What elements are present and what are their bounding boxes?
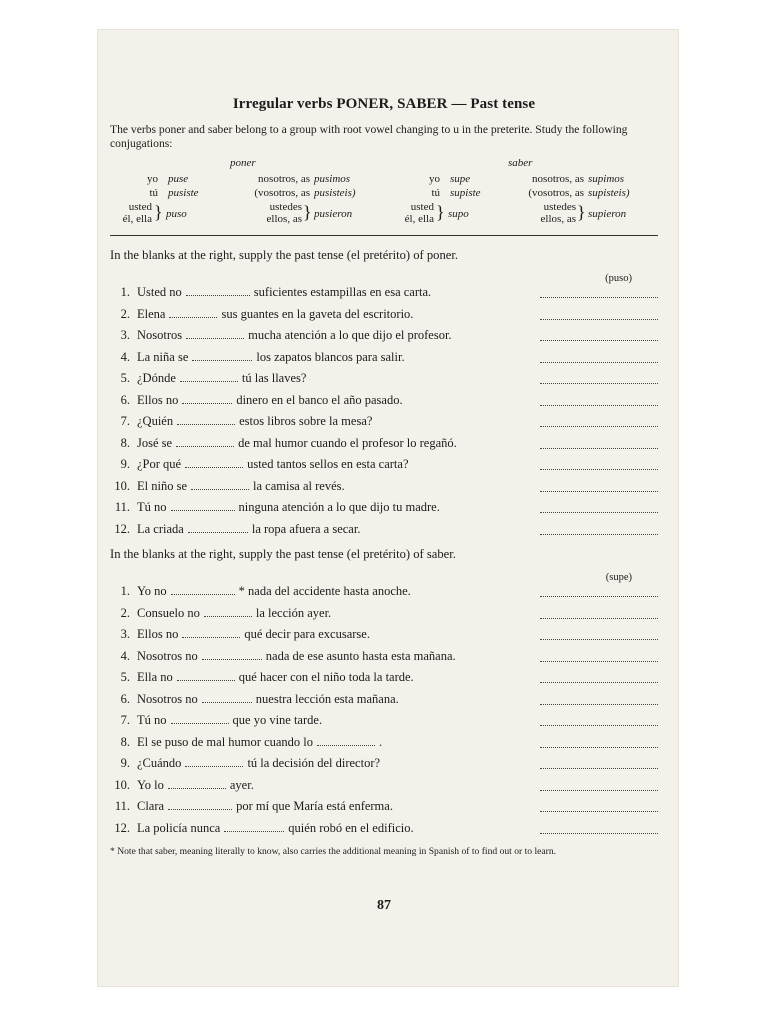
- inline-blank[interactable]: [224, 830, 284, 832]
- saber-tu-form: supiste: [450, 187, 481, 199]
- intro-text: The verbs poner and saber belong to a group with root vowel changing to u in the preterite. Study the following conjugations:: [110, 123, 628, 150]
- exercise-sentence: [137, 393, 403, 408]
- exercise-sentence: [137, 821, 414, 836]
- exercise-item: [110, 350, 658, 372]
- saber-yo-label: yo: [429, 173, 440, 185]
- exercise-sentence: [137, 584, 411, 599]
- sentence-end: quién robó en el edificio.: [288, 820, 414, 835]
- sentence-start: El niño se: [137, 478, 187, 493]
- sentence-start: Yo no: [137, 584, 167, 598]
- sentence-end: suficientes estampillas en esa carta.: [253, 285, 432, 299]
- answer-blank[interactable]: [540, 491, 658, 492]
- inline-blank[interactable]: [169, 316, 217, 318]
- poner-vosotros-label: (vosotros, as: [254, 187, 310, 199]
- exercise-item: [110, 414, 658, 436]
- exercise-number: 1.: [120, 584, 130, 598]
- exercise-item: [110, 371, 658, 393]
- inline-blank[interactable]: [177, 423, 235, 425]
- poner-heading: poner: [230, 157, 256, 169]
- exercise-sentence: [137, 713, 322, 728]
- exercise-number: 8.: [120, 734, 130, 749]
- exercise-item: [110, 479, 658, 501]
- exercise-sentence: [137, 692, 399, 707]
- sentence-start: Nosotros: [137, 328, 183, 342]
- exercise-item: [110, 457, 658, 479]
- poner-usted-label: usted: [128, 201, 152, 213]
- answer-blank[interactable]: [540, 319, 658, 320]
- inline-blank[interactable]: [180, 380, 238, 382]
- exercise-sentence: [137, 778, 254, 793]
- answer-blank[interactable]: [540, 790, 658, 791]
- sentence-start: ¿Dónde: [137, 371, 176, 385]
- saber-heading: saber: [508, 157, 533, 169]
- sentence-start: Nosotros no: [137, 648, 198, 663]
- saber-vosotros-label: (vosotros, as: [528, 187, 584, 199]
- exercise-item: [110, 649, 658, 671]
- sentence-end: * nada del accidente hasta anoche.: [238, 584, 411, 598]
- answer-blank[interactable]: [540, 596, 658, 597]
- sentence-start: La criada: [137, 521, 184, 536]
- inline-blank[interactable]: [317, 744, 375, 746]
- inline-blank[interactable]: [182, 636, 240, 638]
- exercise-sentence: [137, 670, 414, 685]
- exercise-sentence: [137, 735, 382, 750]
- exercise-number: 9.: [120, 457, 130, 471]
- exercise-number: 5.: [120, 670, 130, 684]
- saber-ustedes-label: ustedes: [543, 201, 576, 213]
- sentence-end: la ropa afuera a secar.: [251, 521, 361, 536]
- sentence-start: Ella no: [137, 670, 173, 684]
- saber-el-label: él, ella: [404, 213, 434, 225]
- inline-blank[interactable]: [188, 531, 248, 533]
- exercise-sentence: [137, 350, 405, 365]
- inline-blank[interactable]: [171, 509, 235, 511]
- poner-yo-form: puse: [168, 173, 189, 185]
- exercise-item: [110, 606, 658, 628]
- poner-nosotros-label: nosotros, as: [258, 173, 310, 185]
- answer-blank[interactable]: [540, 448, 658, 449]
- exercise-number: 12.: [114, 521, 130, 536]
- worksheet: [110, 96, 658, 858]
- sentence-start: Nosotros no: [137, 691, 198, 706]
- sentence-start: La policía nunca: [137, 820, 221, 835]
- exercise-item: [110, 756, 658, 778]
- poner-el-label: él, ella: [122, 213, 152, 225]
- exercise-item: [110, 328, 658, 350]
- sentence-start: El se puso de mal humor cuando lo: [137, 734, 314, 749]
- sentence-start: La niña se: [137, 349, 189, 364]
- answer-blank[interactable]: [540, 725, 658, 726]
- poner-ellos-label: ellos, as: [266, 213, 302, 225]
- sentence-end: los zapatos blancos para salir.: [256, 349, 405, 364]
- exercise-number: 5.: [120, 371, 130, 385]
- poner-ustedes-label: ustedes: [269, 201, 302, 213]
- poner-brace-plural: }: [303, 202, 312, 222]
- poner-vosotros-form: pusisteis): [314, 187, 356, 199]
- exercise-sentence: [137, 500, 440, 515]
- inline-blank[interactable]: [192, 359, 252, 361]
- exercise-number: 7.: [120, 414, 130, 428]
- sentence-end: de mal humor cuando el profesor lo regañó.: [238, 435, 457, 450]
- answer-blank[interactable]: [540, 405, 658, 406]
- sentence-end: ninguna atención a lo que dijo tu madre.: [238, 500, 440, 514]
- sentence-start: ¿Quién: [137, 414, 174, 428]
- exercise-item: [110, 713, 658, 735]
- exercise-number: 4.: [120, 648, 130, 663]
- sentence-end: tú las llaves?: [241, 371, 307, 385]
- exercise-item: [110, 735, 658, 757]
- answer-blank[interactable]: [540, 811, 658, 812]
- exercise-item: [110, 393, 658, 415]
- saber-usted-label: usted: [410, 201, 434, 213]
- exercise-number: 2.: [120, 605, 130, 620]
- sentence-start: Yo lo: [137, 777, 164, 792]
- saber-brace-plural: }: [577, 202, 586, 222]
- inline-blank[interactable]: [171, 722, 229, 724]
- exercise-number: 7.: [120, 713, 130, 727]
- exercise-number: 3.: [120, 328, 130, 342]
- saber-ustedes-form: supieron: [588, 208, 627, 220]
- sentence-end: usted tantos sellos en esta carta?: [247, 457, 409, 471]
- saber-nosotros-label: nosotros, as: [532, 173, 584, 185]
- answer-blank[interactable]: [540, 768, 658, 769]
- section1-sample-answer: (puso): [605, 273, 632, 284]
- exercise-number: 11.: [114, 500, 130, 514]
- answer-blank[interactable]: [540, 383, 658, 384]
- sentence-end: que yo vine tarde.: [232, 713, 323, 727]
- inline-blank[interactable]: [176, 445, 234, 447]
- sentence-start: Tú no: [137, 713, 167, 727]
- sentence-start: Consuelo no: [137, 605, 200, 620]
- page-number: 87: [377, 898, 391, 913]
- answer-blank[interactable]: [540, 469, 658, 470]
- sentence-start: Ellos no: [137, 627, 179, 641]
- inline-blank[interactable]: [191, 488, 249, 490]
- sentence-start: Usted no: [137, 285, 182, 299]
- section2-sample-answer: (supe): [605, 572, 632, 583]
- sentence-end: la lección ayer.: [255, 605, 332, 620]
- sentence-end: ayer.: [229, 777, 254, 792]
- page-title: Irregular verbs PONER, SABER — Past tense: [232, 96, 536, 112]
- sentence-end: nuestra lección esta mañana.: [255, 691, 399, 706]
- exercise-sentence: [137, 414, 372, 429]
- sentence-start: ¿Cuándo: [137, 756, 182, 770]
- inline-blank[interactable]: [202, 701, 252, 703]
- inline-blank[interactable]: [202, 658, 262, 660]
- section2-instruction: In the blanks at the right, supply the past tense (el pretérito) of saber.: [110, 547, 456, 561]
- poner-brace-singular: }: [154, 202, 163, 222]
- exercise-number: 6.: [120, 691, 130, 706]
- exercise-item: [110, 584, 658, 606]
- poner-yo-label: yo: [147, 173, 158, 185]
- sentence-end: qué hacer con el niño toda la tarde.: [238, 670, 414, 684]
- exercise-item: [110, 799, 658, 821]
- section1-exercises: [110, 285, 658, 543]
- exercise-item: [110, 500, 658, 522]
- sentence-end: tú la decisión del director?: [247, 756, 381, 770]
- poner-nosotros-form: pusimos: [314, 173, 351, 185]
- exercise-item: [110, 692, 658, 714]
- saber-tu-label: tú: [431, 187, 440, 199]
- section-divider: [110, 235, 658, 236]
- exercise-sentence: [137, 457, 409, 472]
- exercise-sentence: [137, 799, 393, 814]
- sentence-end: la camisa al revés.: [253, 478, 345, 493]
- exercise-item: [110, 778, 658, 800]
- exercise-item: [110, 436, 658, 458]
- exercise-item: [110, 821, 658, 843]
- inline-blank[interactable]: [186, 337, 244, 339]
- sentence-end: sus guantes en la gaveta del escritorio.: [221, 306, 414, 321]
- exercise-number: 10.: [114, 777, 130, 792]
- footnote: * Note that saber, meaning literally to know, also carries the additional meaning in Spanish of to find out or to learn.: [110, 846, 557, 857]
- answer-blank[interactable]: [540, 704, 658, 705]
- sentence-end: qué decir para excusarse.: [244, 627, 370, 641]
- sentence-start: Ellos no: [137, 392, 179, 407]
- answer-blank[interactable]: [540, 512, 658, 513]
- answer-blank[interactable]: [540, 747, 658, 748]
- inline-blank[interactable]: [168, 808, 232, 810]
- poner-usted-form: puso: [166, 208, 187, 220]
- sentence-start: Clara: [137, 799, 165, 813]
- section2-exercises: [110, 584, 658, 842]
- saber-yo-form: supe: [450, 173, 471, 185]
- saber-usted-form: supo: [448, 208, 469, 220]
- inline-blank[interactable]: [182, 402, 232, 404]
- inline-blank[interactable]: [177, 679, 235, 681]
- sentence-end: mucha atención a lo que dijo el profesor.: [248, 328, 452, 342]
- saber-ellos-label: ellos, as: [540, 213, 576, 225]
- saber-vosotros-form: supisteis): [588, 187, 630, 199]
- exercise-number: 3.: [120, 627, 130, 641]
- inline-blank[interactable]: [168, 787, 226, 789]
- inline-blank[interactable]: [204, 615, 252, 617]
- answer-blank[interactable]: [540, 661, 658, 662]
- exercise-sentence: [137, 522, 360, 537]
- sentence-end: .: [379, 734, 383, 749]
- exercise-item: [110, 307, 658, 329]
- exercise-number: 4.: [120, 349, 130, 364]
- exercise-number: 12.: [114, 820, 130, 835]
- exercise-sentence: [137, 479, 345, 494]
- answer-blank[interactable]: [540, 618, 658, 619]
- sentence-start: Tú no: [137, 500, 167, 514]
- exercise-sentence: [137, 307, 413, 322]
- sentence-start: ¿Por qué: [137, 457, 182, 471]
- inline-blank[interactable]: [171, 593, 235, 595]
- exercise-sentence: [137, 627, 370, 642]
- poner-tu-label: tú: [149, 187, 158, 199]
- section1-instruction: In the blanks at the right, supply the past tense (el pretérito) of poner.: [110, 248, 458, 262]
- sentence-end: estos libros sobre la mesa?: [239, 414, 373, 428]
- exercise-sentence: [137, 649, 456, 664]
- exercise-sentence: [137, 606, 331, 621]
- exercise-sentence: [137, 436, 457, 451]
- answer-blank[interactable]: [540, 682, 658, 683]
- sentence-start: José se: [137, 435, 173, 450]
- exercise-number: 9.: [120, 756, 130, 770]
- exercise-sentence: [137, 756, 380, 771]
- saber-nosotros-form: supimos: [588, 173, 625, 185]
- inline-blank[interactable]: [185, 765, 243, 767]
- answer-blank[interactable]: [540, 639, 658, 640]
- poner-ustedes-form: pusieron: [314, 208, 353, 220]
- exercise-number: 11.: [114, 799, 130, 813]
- exercise-number: 8.: [120, 435, 130, 450]
- answer-blank[interactable]: [540, 426, 658, 427]
- exercise-sentence: [137, 328, 452, 343]
- exercise-number: 10.: [114, 478, 130, 493]
- exercise-item: [110, 285, 658, 307]
- inline-blank[interactable]: [185, 466, 243, 468]
- sentence-end: nada de ese asunto hasta esta mañana.: [265, 648, 456, 663]
- exercise-number: 6.: [120, 392, 130, 407]
- exercise-item: [110, 522, 658, 544]
- sentence-start: Elena: [137, 306, 166, 321]
- poner-tu-form: pusiste: [168, 187, 199, 199]
- conjugation-table: [110, 157, 658, 227]
- sentence-end: dinero en el banco el año pasado.: [236, 392, 403, 407]
- exercise-number: 1.: [120, 285, 130, 299]
- inline-blank[interactable]: [186, 294, 250, 296]
- exercise-sentence: [137, 285, 431, 300]
- answer-blank[interactable]: [540, 833, 658, 834]
- exercise-sentence: [137, 371, 306, 386]
- answer-blank[interactable]: [540, 534, 658, 535]
- exercise-item: [110, 670, 658, 692]
- exercise-item: [110, 627, 658, 649]
- sentence-end: por mí que María está enferma.: [236, 799, 393, 813]
- exercise-number: 2.: [120, 306, 130, 321]
- answer-blank[interactable]: [540, 297, 658, 298]
- saber-brace-singular: }: [436, 202, 445, 222]
- answer-blank[interactable]: [540, 340, 658, 341]
- answer-blank[interactable]: [540, 362, 658, 363]
